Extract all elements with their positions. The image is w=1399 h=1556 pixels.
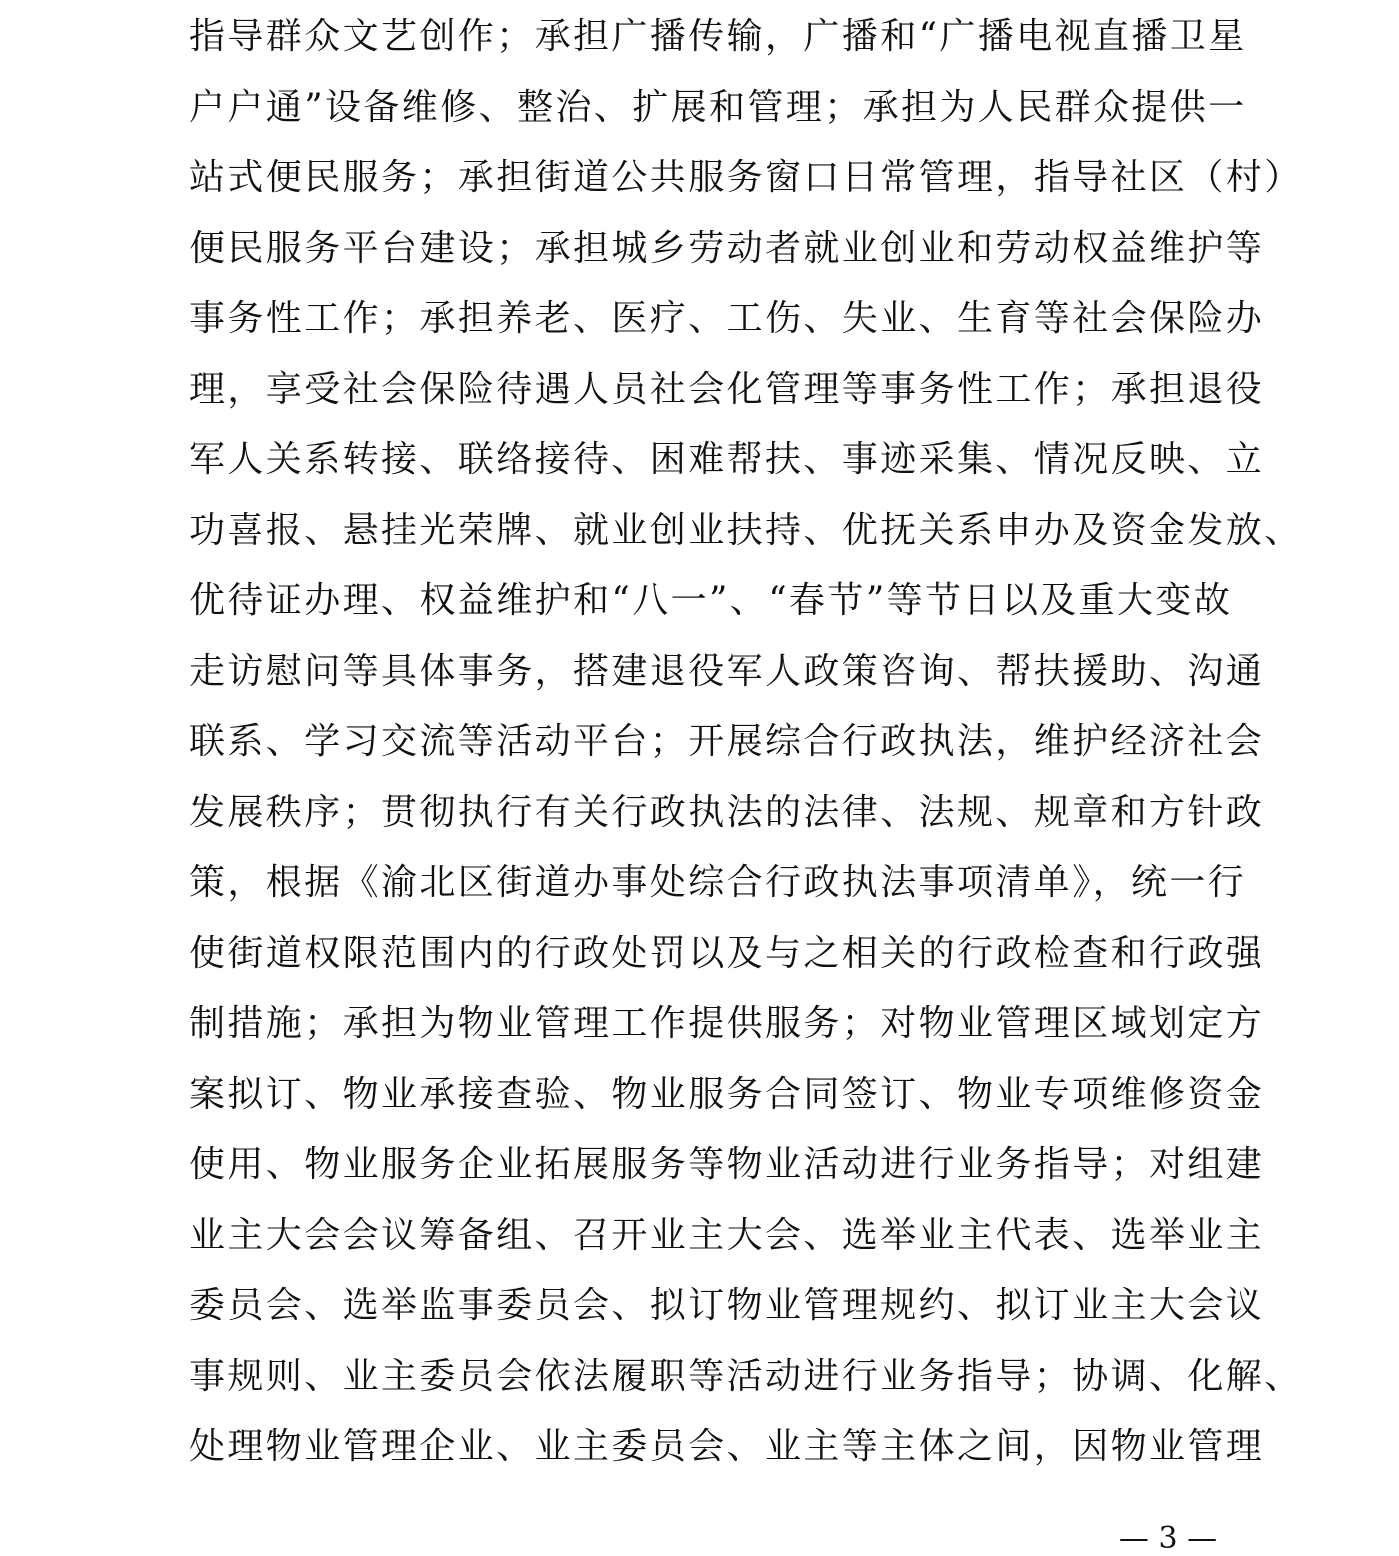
text-line: 策，根据《渝北区街道办事处综合行政执法事项清单》，统一行	[189, 862, 1247, 903]
text-line: 联系、学习交流等活动平台；开展综合行政执法，维护经济社会	[189, 721, 1265, 762]
text-line: 指导群众文艺创作；承担广播传输，广播和“广播电视直播卫星	[189, 16, 1247, 57]
text-line: 事规则、业主委员会依法履职等活动进行业务指导；协调、化解、	[189, 1355, 1303, 1397]
text-line: 便民服务平台建设；承担城乡劳动者就业创业和劳动权益维护等	[189, 227, 1265, 269]
text-line: 处理物业管理企业、业主委员会、业主等主体之间，因物业管理	[189, 1426, 1265, 1467]
text-line: 户户通”设备维修、整治、扩展和管理；承担为人民群众提供一	[189, 86, 1247, 128]
page-number: — 3 —	[1118, 1521, 1218, 1556]
text-line: 理，享受社会保险待遇人员社会化管理等事务性工作；承担退役	[189, 368, 1265, 410]
text-line: 事务性工作；承担养老、医疗、工伤、失业、生育等社会保险办	[189, 298, 1265, 339]
text-line: 使用、物业服务企业拓展服务等物业活动进行业务指导；对组建	[189, 1144, 1265, 1185]
text-line: 优待证办理、权益维护和“八一”、“春节”等节日以及重大变故	[189, 580, 1233, 621]
text-line: 发展秩序；贯彻执行有关行政执法的法律、法规、规章和方针政	[189, 791, 1265, 833]
text-line: 业主大会会议筹备组、召开业主大会、选举业主代表、选举业主	[189, 1214, 1265, 1256]
text-line: 委员会、选举监事委员会、拟订物业管理规约、拟订业主大会议	[189, 1285, 1265, 1326]
text-line: 使街道权限范围内的行政处罚以及与之相关的行政检查和行政强	[189, 932, 1265, 974]
text-line: 功喜报、悬挂光荣牌、就业创业扶持、优抚关系申办及资金发放、	[189, 509, 1303, 551]
text-line: 走访慰问等具体事务，搭建退役军人政策咨询、帮扶援助、沟通	[189, 650, 1265, 692]
body-text	[189, 2, 1303, 1483]
text-line: 军人关系转接、联络接待、困难帮扶、事迹采集、情况反映、立	[189, 439, 1265, 480]
text-line: 制措施；承担为物业管理工作提供服务；对物业管理区域划定方	[189, 1003, 1265, 1044]
text-line: 站式便民服务；承担街道公共服务窗口日常管理，指导社区（村）	[189, 157, 1303, 198]
text-line: 案拟订、物业承接查验、物业服务合同签订、物业专项维修资金	[189, 1073, 1265, 1115]
